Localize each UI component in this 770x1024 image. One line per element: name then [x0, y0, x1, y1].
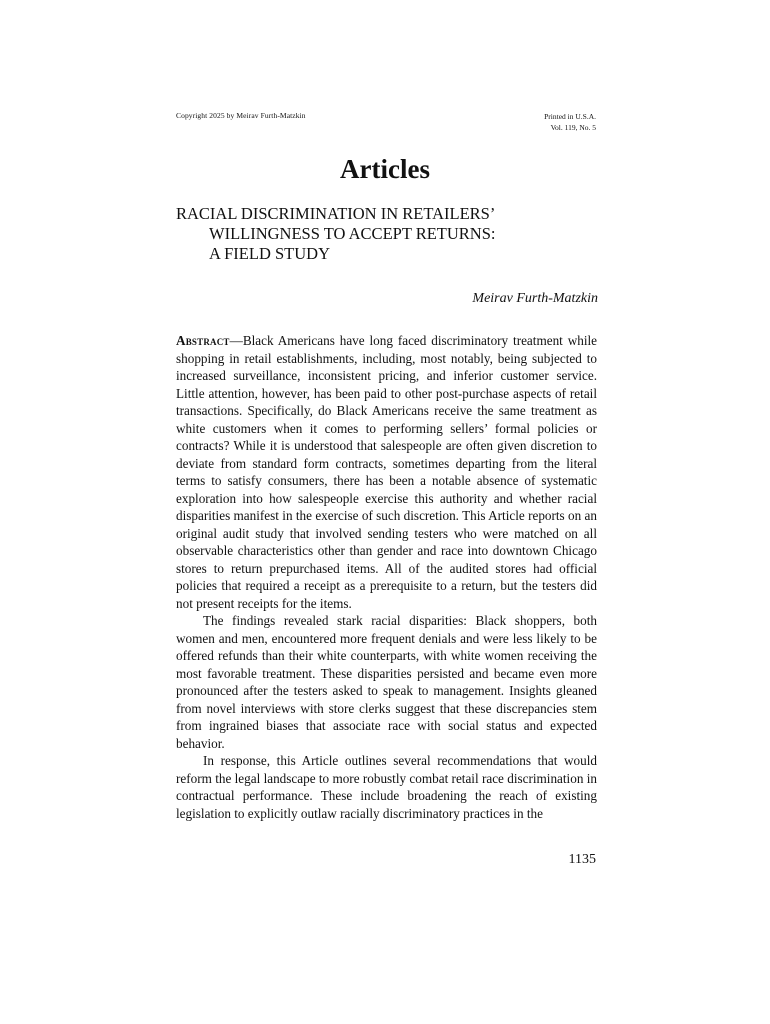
article-title [176, 204, 606, 264]
copyright-notice: Copyright 2025 by Meirav Furth-Matzkin [176, 111, 306, 120]
title-line-2: WILLINGNESS TO ACCEPT RETURNS: [209, 224, 496, 243]
author-name: Meirav Furth-Matzkin [472, 291, 598, 306]
title-line-3: A FIELD STUDY [209, 244, 331, 263]
title-line-1: RACIAL DISCRIMINATION IN RETAILERS’ [176, 204, 496, 223]
abstract [176, 332, 597, 822]
abstract-paragraph-3: In response, this Article outlines several recommendations that would reform the legal landscape to more robustly combat retail race discrimination in contractual performance. These include broadening the reach of existing legislation to explicitly outlaw racially discriminatory practices in the [176, 753, 597, 821]
abstract-paragraph-2: The findings revealed stark racial disparities: Black shoppers, both women and men, encountered more frequent denials and were less likely to be offered refunds than their white counterparts, with white women receiving the most favorable treatment. These disparities persisted and became even more pronounced after the testers asked to speak to management. Insights gleaned from novel interviews with store clerks suggest that these discrepancies stem from ingrained biases that associate race with social status and expected behavior. [176, 613, 597, 751]
section-title: Articles [340, 154, 430, 184]
printed-location: Printed in U.S.A. [544, 112, 596, 121]
abstract-paragraph-1 [176, 332, 597, 612]
publication-info [544, 111, 596, 133]
page-number: 1135 [568, 852, 596, 867]
volume-issue: Vol. 119, No. 5 [550, 123, 596, 132]
abstract-label: Abstract [176, 333, 230, 348]
abstract-paragraph-1-text: Black Americans have long faced discriminatory treatment while shopping in retail establishments, including, most notably, being subjected to increased surveillance, inconsistent pricing, and inferior customer service. Little attention, however, has been paid to other post-purchase aspects of retail transactions. Specifically, do Black Americans receive the same treatment as white customers when it comes to performing sellers’ formal policies or contracts? While it is understood that salespeople are often given discretion to deviate from standard form contracts, sometimes departing from the literal terms to satisfy consumers, there has been a notable absence of systematic exploration into how salespeople exercise this authority and whether racial disparities manifest in the exercise of such discretion. This Article reports on an original audit study that involved sending testers who were matched on all observable characteristics other than gender and race into downtown Chicago stores to return prepurchased items. All of the audited stores had official policies that required a receipt as a prerequisite to a return, but the testers did not present receipts for the items. [176, 333, 597, 611]
abstract-dash: — [229, 333, 243, 348]
